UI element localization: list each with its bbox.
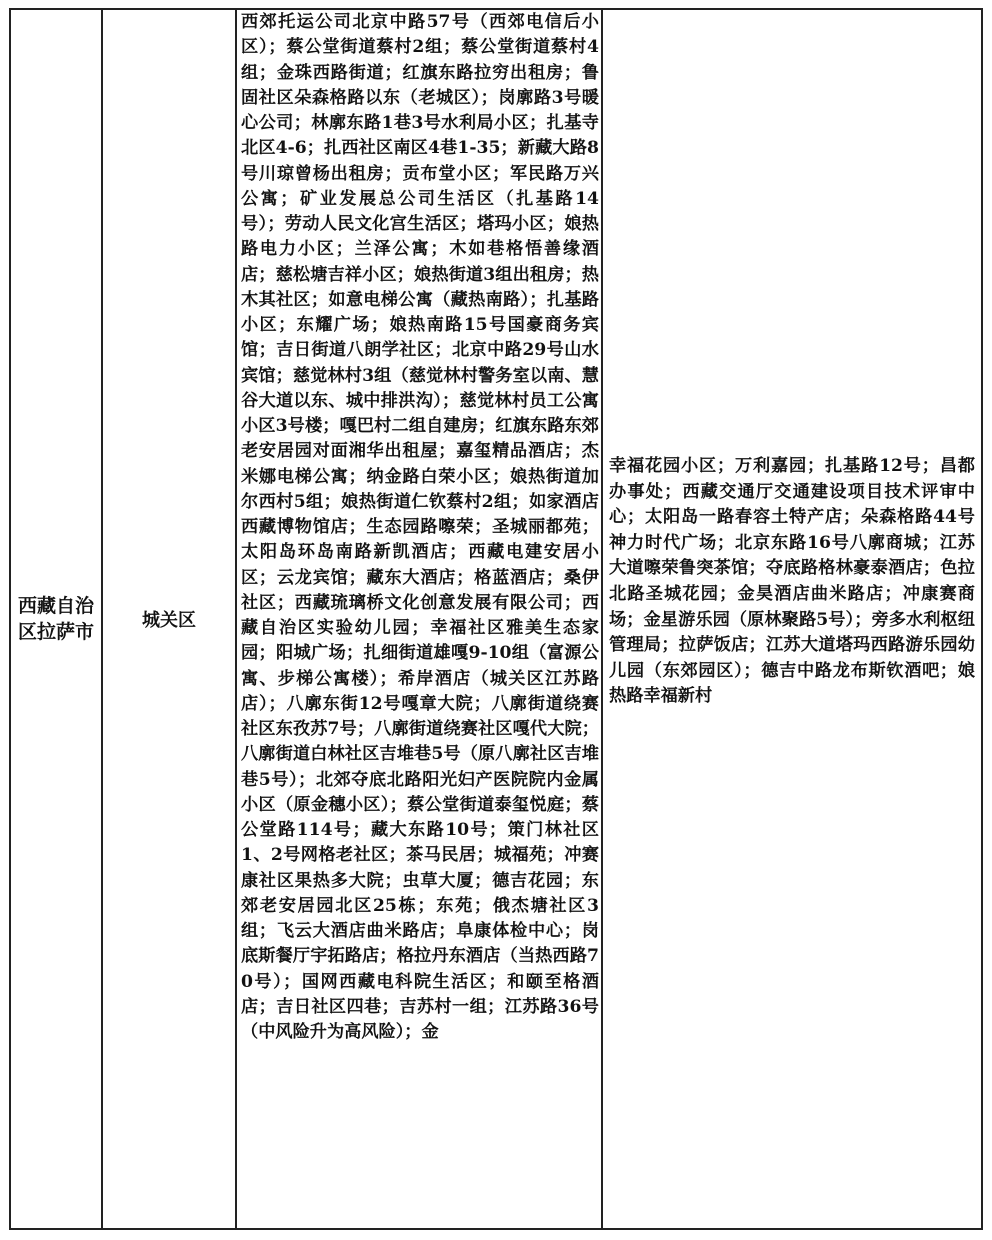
risk-area-table	[9, 8, 983, 1230]
high-risk-areas-cell	[236, 9, 602, 1229]
table-row	[10, 9, 982, 1229]
high-risk-areas-text: 西郊托运公司北京中路57号（西郊电信后小区）；蔡公堂街道蔡村2组；蔡公堂街道蔡村4组；金珠西路街道；红旗东路拉穷出租房；鲁固社区朵森格路以东（老城区）；岗廓路3号暖心公司；林廓东路1巷3号水利局小区；扎基寺北区4-6；扎西社区南区4巷1-35；新藏大路8号川琼曾杨出租房；贡布堂小区；军民路万兴公寓；矿业发展总公司生活区（扎基路14号）；劳动人民文化宫生活区；塔玛小区；娘热路电力小区；兰泽公寓；木如巷格悟善缘酒店；慈松塘吉祥小区；娘热街道3组出租房；热木其社区；如意电梯公寓（藏热南路）；扎基路小区；东耀广场；娘热南路15号国豪商务宾馆；吉日街道八朗学社区；北京中路29号山水宾馆；慈觉林村3组（慈觉林村警务室以南、慧谷大道以东、城中排洪沟）；慈觉林村员工公寓小区3号楼；嘎巴村二组自建房；红旗东路东郊老安居园对面湘华出租屋；嘉玺精品酒店；杰米娜电梯公寓；纳金路白荣小区；娘热街道加尔西村5组；娘热街道仁钦蔡村2组；如家酒店西藏博物馆店；生态园路嚓荣；圣城丽都苑；太阳岛环岛南路新凯酒店；西藏电建安居小区；云龙宾馆；藏东大酒店；格蓝酒店；桑伊社区；西藏琉璃桥文化创意发展有限公司；西藏自治区实验幼儿园；幸福社区雅美生态家园；阳城广场；扎细街道雄嘎9-10组（富源公寓、步梯公寓楼）；希岸酒店（城关区江苏路店）；八廓东街12号嘎章大院；八廓街道绕赛社区东孜苏7号；八廓街道绕赛社区嘎代大院；八廓街道白林社区吉堆巷5号（原八廓社区吉堆巷5号）；北郊夺底北路阳光妇产医院院内金属小区（原金穗小区）；蔡公堂街道泰玺悦庭；蔡公堂路114号；藏大东路10号；策门林社区1、2号网格老社区；茶马民居；城福苑；冲赛康社区果热多大院；虫草大厦；德吉花园；东郊老安居园北区25栋；东苑；俄杰塘社区3组；飞云大酒店曲米路店；阜康体检中心；岗底斯餐厅宇拓路店；格拉丹东酒店（当热西路70号）；国网西藏电科院生活区；和颐至格酒店；吉日社区四巷；吉苏村一组；江苏路36号（中风险升为高风险）；金	[241, 12, 599, 1042]
other-areas-cell	[602, 9, 982, 1229]
city-cell	[10, 9, 102, 1229]
other-areas-text: 幸福花园小区；万利嘉园；扎基路12号；昌都办事处；西藏交通厅交通建设项目技术评审中心；太阳岛一路春容土特产店；朵森格路44号神力时代广场；北京东路16号八廓商城；江苏大道嚓荣鲁突茶馆；夺底路格林豪泰酒店；色拉北路圣城花园；金昊酒店曲米路店；冲康赛商场；金星游乐园（原林聚路5号）；旁多水利枢纽管理局；拉萨饭店；江苏大道塔玛西路游乐园幼儿园（东郊园区）；德吉中路龙布斯钦酒吧；娘热路幸福新村	[609, 456, 975, 707]
district-cell	[102, 9, 236, 1229]
city-name: 西藏自治区拉萨市	[18, 595, 95, 643]
district-name: 城关区	[142, 610, 196, 631]
